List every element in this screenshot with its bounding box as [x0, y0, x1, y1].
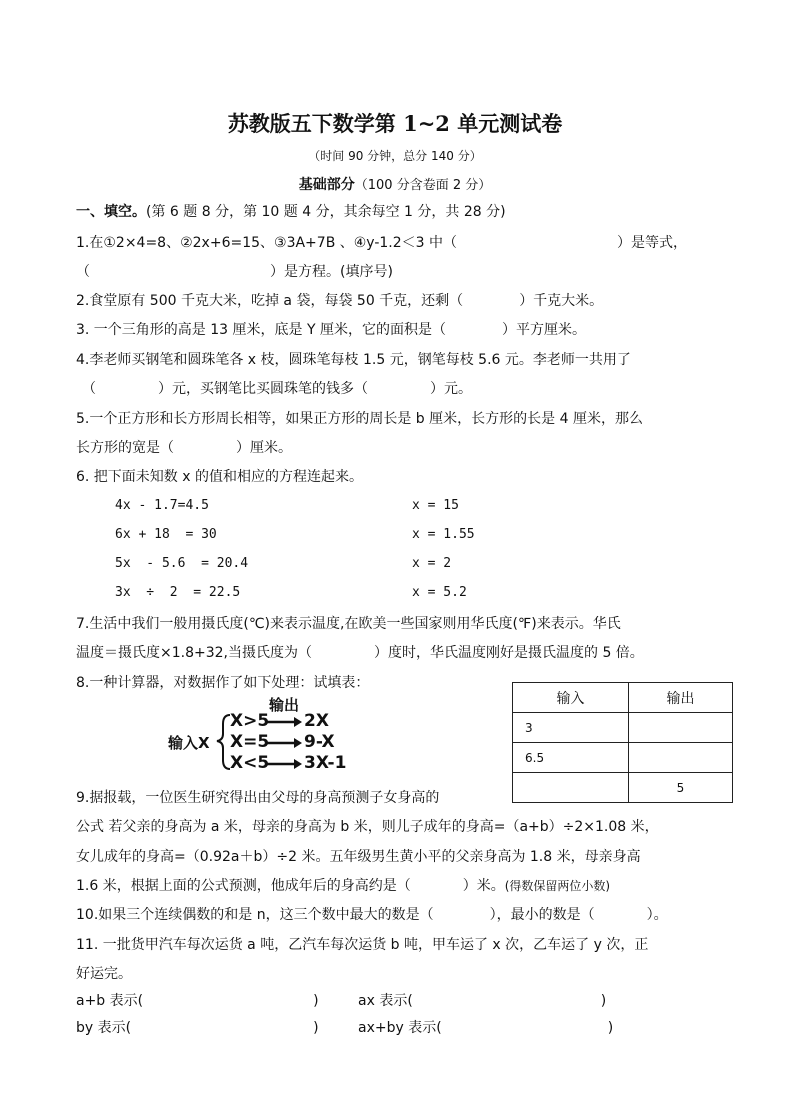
q10-text-a: 10.如果三个连续偶数的和是 n，这三个数中最大的数是（	[76, 907, 434, 923]
question-9-line-2: 公式 若父亲的身高为 a 米，母亲的身高为 b 米，则儿子成年的身高=（a+b）÷2×1.08 米，	[76, 819, 659, 835]
table-row	[513, 773, 733, 803]
table-cell[interactable]	[629, 743, 733, 773]
q11-item-label: a+b 表示(	[76, 993, 144, 1009]
question-7-line-1	[76, 615, 621, 633]
q3-text-a: 3. 一个三角形的高是 13 厘米，底是 Y 厘米，它的面积是（	[76, 322, 446, 338]
question-11-line-1: 11. 一批货甲汽车每次运货 a 吨，乙汽车每次运货 b 吨，甲车运了 x 次，乙车运了 y 次，正	[76, 937, 649, 953]
q1-text-c: （	[76, 264, 90, 280]
question-9-line-3: 女儿成年的身高=（0.92a＋b）÷2 米。五年级男生黄小平的父亲身高为 1.8 米，母亲身高	[76, 849, 641, 865]
q11-item-label: by 表示(	[76, 1020, 132, 1036]
table-header: 输入	[513, 683, 629, 713]
exam-subtitle: （时间 90 分钟，总分 140 分）	[308, 149, 482, 163]
q11-item-close: )	[313, 1020, 319, 1036]
output-label: 输出	[269, 696, 300, 714]
table-row	[513, 713, 733, 743]
part-heading	[0, 174, 790, 194]
io-table	[512, 682, 733, 803]
equation[interactable]: 4x - 1.7=4.5	[115, 498, 209, 513]
q9-note: (得数保留两位小数)	[504, 879, 611, 893]
q1-text-b: ）是等式，	[617, 235, 688, 251]
q4-text-b: （	[82, 381, 96, 397]
table-cell[interactable]: 5	[629, 773, 733, 803]
exam-title: 苏教版五下数学第 1~2 单元测试卷	[227, 111, 563, 136]
question-2	[76, 292, 603, 310]
table-cell[interactable]: 6.5	[513, 743, 629, 773]
part-label: 基础部分	[298, 177, 355, 193]
arrow-icon	[294, 717, 302, 727]
input-label: 输入X	[168, 734, 210, 752]
q1-text-a: 1.在①2×4=8、②2x+6=15、③3A+7B 、④y-1.2＜3 中（	[76, 235, 458, 251]
q11-item-close: )	[313, 993, 319, 1009]
q11-item-label: ax 表示(	[358, 993, 413, 1009]
table-cell[interactable]	[629, 713, 733, 743]
q5-text-a: 5.一个正方形和长方形周长相等，如果正方形的周长是 b 厘米，长方形的长是 4 厘米，那么	[76, 411, 643, 427]
q11-item	[76, 1019, 319, 1037]
table-header: 输出	[629, 683, 733, 713]
rule-condition: X<5	[230, 753, 270, 773]
question-9-line-1: 9.据报载，一位医生研究得出由父母的身高预测子女身高的	[76, 790, 440, 806]
question-1-line-2	[76, 263, 393, 281]
q11-item	[358, 1019, 613, 1037]
question-4-line-2	[82, 380, 472, 398]
q7-text-b: 温度＝摄氏度×1.8+32,当摄氏度为（	[76, 645, 312, 661]
q4-text-c: ）元，买钢笔比买圆珠笔的钱多（	[158, 381, 368, 397]
question-5-line-1	[76, 410, 643, 428]
question-3	[76, 321, 586, 339]
q5-text-c: ）厘米。	[236, 440, 292, 456]
q7-text-c: ）度时，华氏温度刚好是摄氏温度的 5 倍。	[374, 645, 644, 661]
question-9-line-4	[76, 877, 610, 895]
question-8: 8.一种计算器，对数据作了如下处理：试填表：	[76, 675, 370, 691]
solution[interactable]: x = 2	[412, 556, 452, 571]
question-6: 6. 把下面未知数 x 的值和相应的方程连起来。	[76, 469, 363, 485]
table-cell[interactable]: 3	[513, 713, 629, 743]
rule-result: 3X-1	[304, 753, 347, 773]
equation[interactable]: 6x + 18 = 30	[115, 527, 217, 542]
q11-item-label: ax+by 表示(	[358, 1020, 442, 1036]
solution[interactable]: x = 1.55	[412, 527, 475, 542]
q11-item-close: )	[600, 993, 607, 1009]
question-1-line-1	[76, 234, 687, 252]
q10-text-c: ）。	[646, 907, 668, 923]
q7-text-a: 7.生活中我们一般用摄氏度(℃)来表示温度,在欧美一些国家则用华氏度(℉)来表示。华氏	[76, 616, 621, 632]
arrow-icon	[294, 738, 302, 748]
q9-text-e: ）米。	[462, 878, 505, 894]
question-4-line-1	[76, 351, 631, 369]
equation[interactable]: 3x ÷ 2 = 22.5	[115, 585, 241, 600]
equation[interactable]: 5x - 5.6 = 20.4	[115, 556, 249, 571]
table-cell[interactable]	[513, 773, 629, 803]
q11-item	[358, 992, 606, 1010]
q2-text-b: ）千克大米。	[519, 293, 604, 309]
q10-text-b: ），最小的数是（	[489, 907, 595, 923]
rule-result: 2X	[304, 711, 329, 731]
rule-result: 9-X	[304, 732, 335, 752]
brace-icon	[217, 715, 230, 769]
question-10	[76, 906, 668, 924]
q3-text-b: ）平方厘米。	[501, 322, 586, 338]
q1-text-d: ）是方程。(填序号)	[270, 264, 393, 280]
solution[interactable]: x = 5.2	[412, 585, 467, 600]
q2-text-a: 2.食堂原有 500 千克大米，吃掉 a 袋，每袋 50 千克，还剩（	[76, 293, 464, 309]
rule-condition: X=5	[230, 732, 270, 752]
section-note: (第 6 题 8 分，第 10 题 4 分，其余每空 1 分，共 28 分)	[146, 204, 506, 220]
table-header-row	[513, 683, 733, 713]
q11-item-close: )	[607, 1020, 614, 1036]
solution[interactable]: x = 15	[412, 498, 459, 513]
arrow-icon	[294, 759, 302, 769]
section-heading	[76, 203, 506, 221]
q4-text-d: ）元。	[430, 381, 472, 397]
section-title: 一、填空。	[76, 204, 146, 220]
question-11-line-2: 好运完。	[76, 966, 132, 982]
part-note: （100 分含卷面 2 分）	[354, 178, 492, 193]
calculator-diagram	[168, 694, 358, 778]
table-row	[513, 743, 733, 773]
question-5-line-2	[76, 439, 292, 457]
q5-text-b: 长方形的宽是（	[76, 440, 174, 456]
rule-condition: X>5	[230, 711, 270, 731]
q4-text-a: 4.李老师买钢笔和圆珠笔各 x 枝，圆珠笔每枝 1.5 元，钢笔每枝 5.6 元。李老师一共用了	[76, 352, 631, 368]
q9-text-d: 1.6 米，根据上面的公式预测，他成年后的身高约是（	[76, 878, 411, 894]
question-7-line-2	[76, 644, 644, 662]
q11-item	[76, 992, 319, 1010]
